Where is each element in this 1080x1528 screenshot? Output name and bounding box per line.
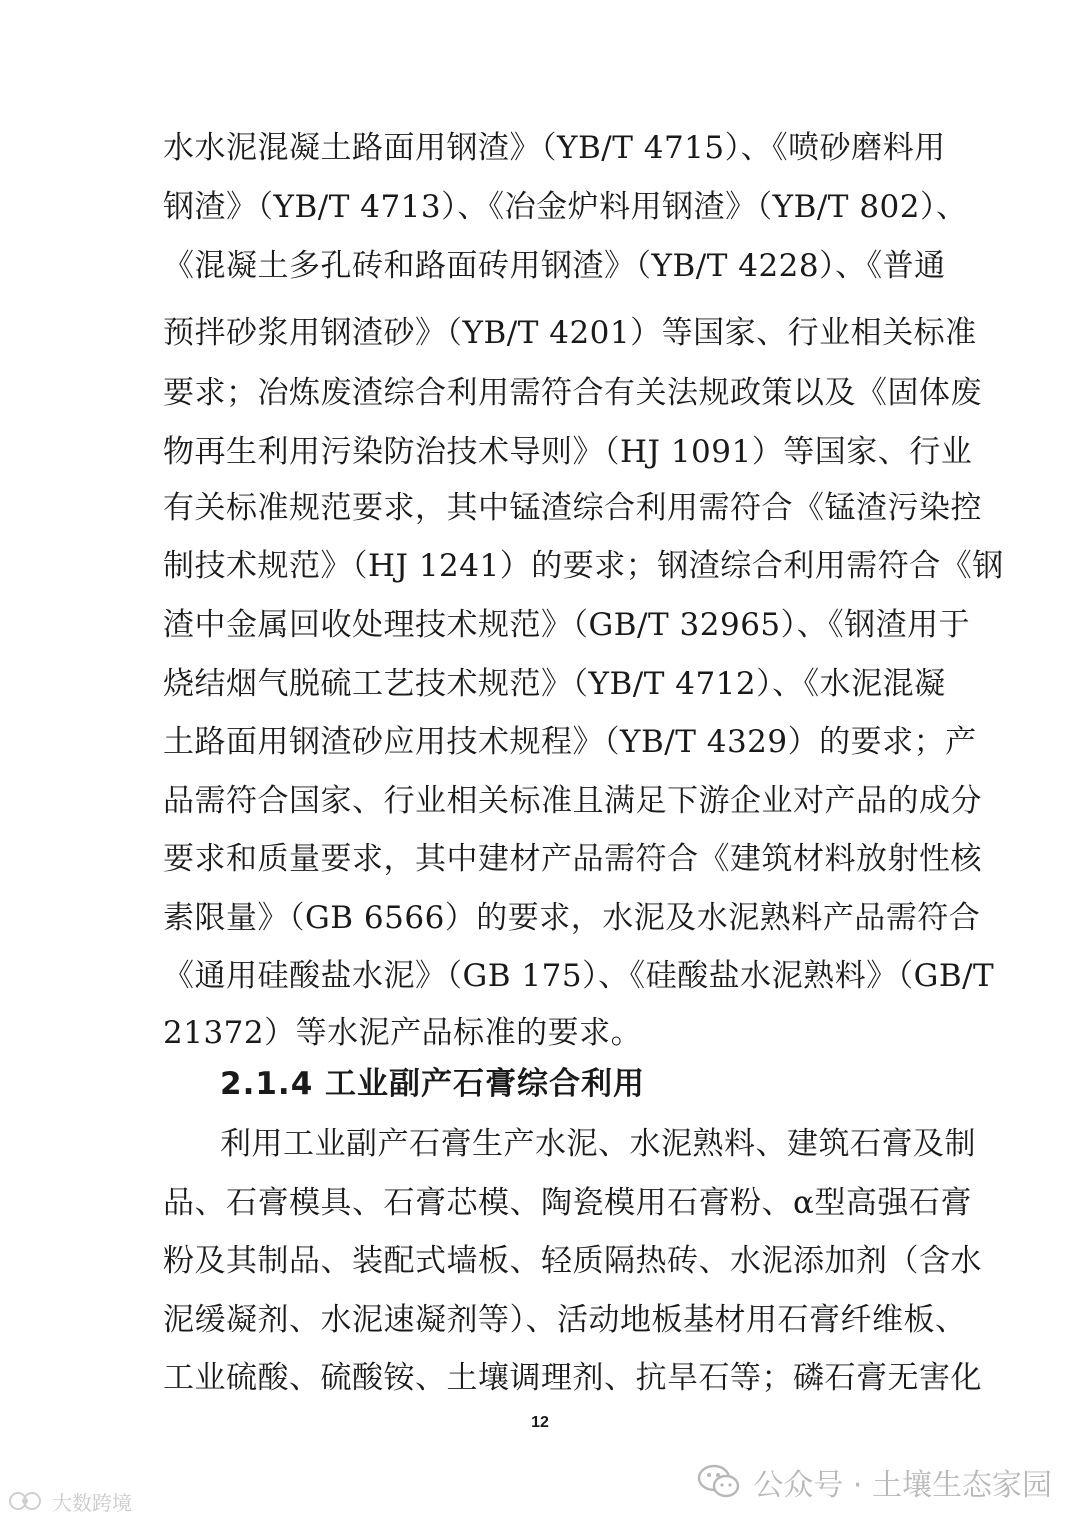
watermark-right-text: 公众号 · 土壤生态家园 [753, 1468, 1052, 1503]
text-line: 土路面用钢渣砂应用技术规程》（YB/T 4329）的要求；产 [163, 724, 977, 760]
brand-logo-icon [8, 1489, 46, 1513]
text-line: 粉及其制品、装配式墙板、轻质隔热砖、水泥添加剂（含水 [163, 1243, 982, 1279]
text-line: 要求；冶炼废渣综合利用需符合有关法规政策以及《固体废 [163, 375, 982, 411]
text-line: 有关标准规范要求，其中锰渣综合利用需符合《锰渣污染控 [163, 490, 982, 526]
text-line: 《通用硅酸盐水泥》（GB 175）、《硅酸盐水泥熟料》（GB/T [163, 958, 995, 994]
text-line: 工业硫酸、硫酸铵、土壤调理剂、抗旱石等；磷石膏无害化 [163, 1360, 982, 1396]
text-line: 渣中金属回收处理技术规范》（GB/T 32965）、《钢渣用于 [163, 607, 971, 643]
page-number: 12 [531, 1414, 549, 1431]
text-line: 21372）等水泥产品标准的要求。 [163, 1015, 643, 1051]
text-line: 利用工业副产石膏生产水泥、水泥熟料、建筑石膏及制 [220, 1126, 976, 1162]
text-line: 制技术规范》（HJ 1241）的要求；钢渣综合利用需符合《钢 [163, 548, 1004, 584]
watermark-left-text: 大数跨境 [52, 1490, 132, 1515]
wechat-icon [697, 1464, 741, 1500]
text-line: 钢渣》（YB/T 4713）、《冶金炉料用钢渣》（YB/T 802）、 [163, 189, 968, 225]
text-line: 泥缓凝剂、水泥速凝剂等）、活动地板基材用石膏纤维板、 [163, 1302, 967, 1338]
watermark-left [8, 1486, 132, 1516]
text-line: 要求和质量要求，其中建材产品需符合《建筑材料放射性核 [163, 841, 982, 877]
text-line: 水水泥混凝土路面用钢渣》（YB/T 4715）、《喷砂磨料用 [163, 130, 946, 166]
section-heading: 2.1.4 工业副产石膏综合利用 [220, 1066, 646, 1102]
text-line: 预拌砂浆用钢渣砂》（YB/T 4201）等国家、行业相关标准 [163, 315, 977, 351]
text-line: 品、石膏模具、石膏芯模、陶瓷模用石膏粉、α型高强石膏 [163, 1185, 972, 1221]
watermark-right [697, 1460, 1052, 1504]
text-line: 烧结烟气脱硫工艺技术规范》（YB/T 4712）、《水泥混凝 [163, 666, 946, 702]
text-line: 《混凝土多孔砖和路面砖用钢渣》（YB/T 4228）、《普通 [163, 248, 946, 284]
text-line: 品需符合国家、行业相关标准且满足下游企业对产品的成分 [163, 783, 982, 819]
text-line: 物再生利用污染防治技术导则》（HJ 1091）等国家、行业 [163, 434, 973, 470]
text-line: 素限量》（GB 6566）的要求，水泥及水泥熟料产品需符合 [163, 900, 981, 936]
